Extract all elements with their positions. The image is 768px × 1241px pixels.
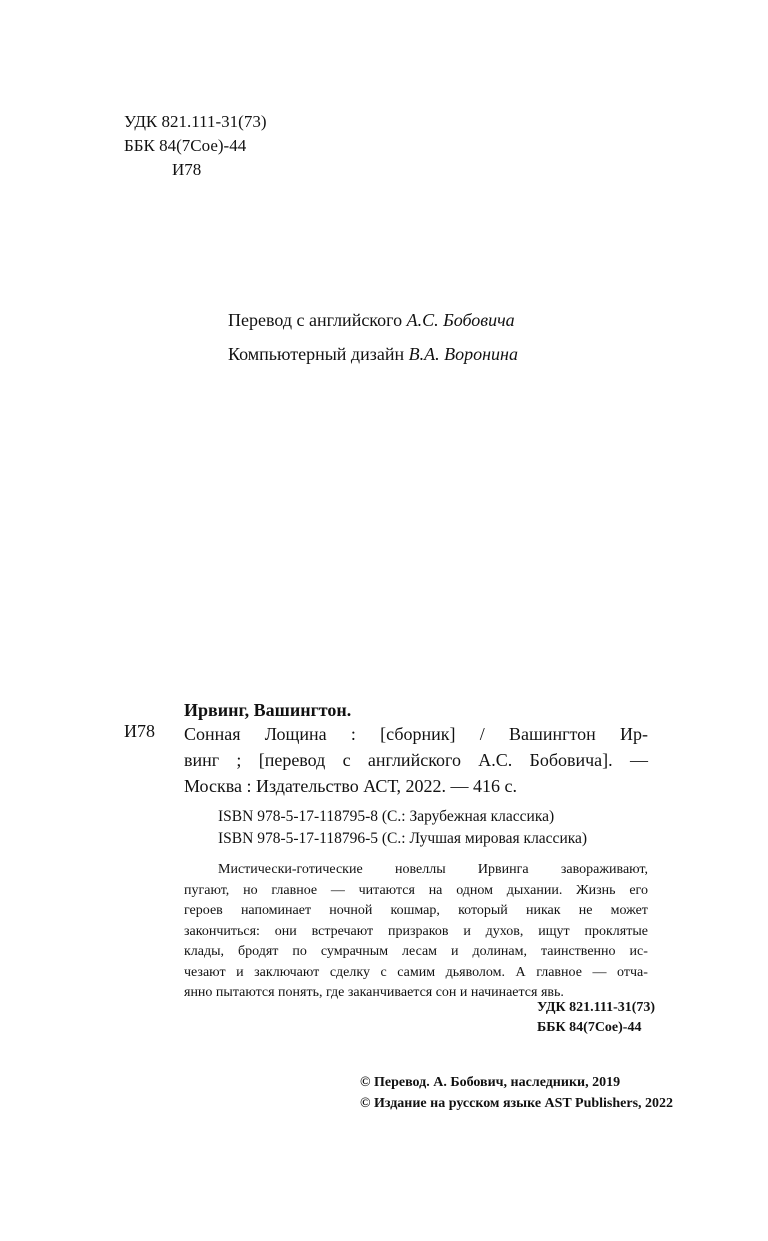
isbn-line: ISBN 978-5-17-118796-5 (С.: Лучшая мировая классика) — [218, 830, 588, 847]
annotation-line: клады, бродят по сумрачным лесам и долинам, таинственно ис- — [184, 944, 648, 959]
annotation-line: героев напоминает ночной кошмар, который никак не может — [184, 903, 648, 918]
copyright-line: © Перевод. А. Бобович, наследники, 2019 — [360, 1075, 621, 1090]
bib-line-3: Москва : Издательство АСТ, 2022. — 416 с. — [184, 776, 518, 796]
bibliographic-description — [184, 721, 648, 799]
translator-credit — [228, 310, 515, 331]
bib-line-1: Сонная Лощина : [сборник] / Вашингтон Ир- — [184, 724, 648, 744]
annotation-line: закончиться: они встречают призраков и духов, ищут проклятые — [184, 923, 648, 939]
classification-block-bottom — [537, 998, 655, 1038]
annotation-line: янно пытаются понять, где заканчивается сон и начинается явь. — [184, 985, 564, 1000]
bib-line-2: винг ; [перевод с английского А.С. Бобовича]. — — [184, 750, 648, 770]
annotation-line: Мистически-готические новеллы Ирвинга завораживают, — [218, 862, 648, 877]
credit-label: Компьютерный дизайн — [228, 344, 405, 364]
annotation — [184, 860, 648, 1004]
credit-name: В.А. Воронина — [408, 344, 518, 364]
annotation-line: чезают и заключают сделку с самим дьяволом. А главное — отча- — [184, 964, 648, 980]
bbk-code: ББК 84(7Сое)-44 — [124, 136, 247, 155]
author-mark: И78 — [172, 160, 202, 179]
credit-name: А.С. Бобовича — [406, 310, 515, 330]
copyright-line: © Издание на русском языке AST Publishers, 2022 — [360, 1096, 674, 1111]
designer-credit — [228, 344, 518, 365]
author-mark-left: И78 — [124, 721, 155, 741]
copyright-block — [360, 1072, 673, 1114]
author-heading: Ирвинг, Вашингтон. — [184, 700, 352, 720]
isbn-line: ISBN 978-5-17-118795-8 (С.: Зарубежная классика) — [218, 808, 555, 825]
bbk-code: ББК 84(7Сое)-44 — [537, 1020, 642, 1035]
classification-block — [124, 110, 266, 182]
annotation-line: пугают, но главное — читаются на одном дыхании. Жизнь его — [184, 882, 648, 898]
credit-label: Перевод с английского — [228, 310, 403, 330]
udk-code: УДК 821.111-31(73) — [537, 1000, 656, 1015]
udk-code: УДК 821.111-31(73) — [124, 112, 267, 131]
isbn-block — [218, 806, 587, 850]
